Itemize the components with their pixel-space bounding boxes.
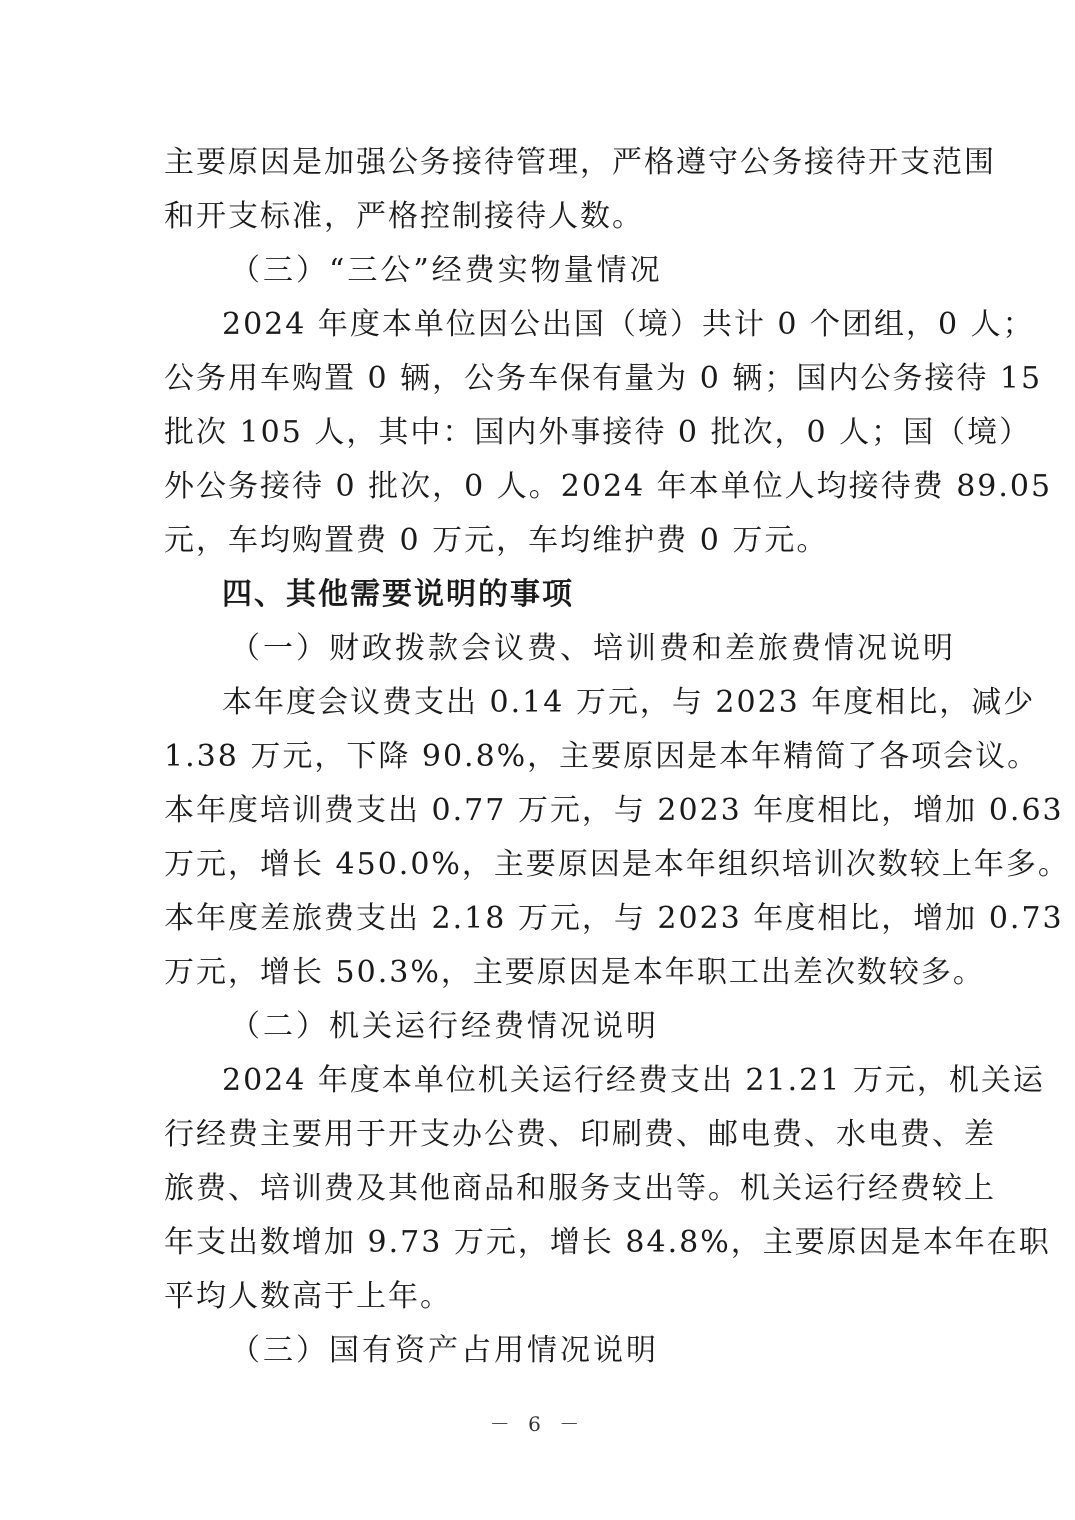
- paragraph-line: 2024 年度本单位机关运行经费支出 21.21 万元，机关运: [222, 1063, 1045, 1098]
- subsection-heading: （三）国有资产占用情况说明: [230, 1333, 659, 1368]
- paragraph-line: 和开支标准，严格控制接待人数。: [164, 199, 644, 234]
- paragraph-line: 本年度培训费支出 0.77 万元，与 2023 年度相比，增加 0.63: [164, 793, 1064, 828]
- subsection-heading: （三）“三公”经费实物量情况: [230, 253, 663, 288]
- section-heading: 四、其他需要说明的事项: [222, 577, 574, 612]
- paragraph-line: 本年度会议费支出 0.14 万元，与 2023 年度相比，减少: [222, 685, 1036, 720]
- paragraph-line: 主要原因是加强公务接待管理，严格遵守公务接待开支范围: [164, 145, 996, 180]
- subsection-heading: （一）财政拨款会议费、培训费和差旅费情况说明: [230, 631, 956, 666]
- paragraph-line: 2024 年度本单位因公出国（境）共计 0 个团组，0 人；: [222, 307, 1035, 342]
- page-number: － 6 －: [489, 1412, 586, 1436]
- paragraph-line: 本年度差旅费支出 2.18 万元，与 2023 年度相比，增加 0.73: [164, 901, 1064, 936]
- paragraph-line: 批次 105 人，其中：国内外事接待 0 批次，0 人；国（境）: [164, 415, 1032, 450]
- paragraph-line: 公务用车购置 0 辆，公务车保有量为 0 辆；国内公务接待 15: [164, 361, 1043, 396]
- paragraph-line: 行经费主要用于开支办公费、印刷费、邮电费、水电费、差: [164, 1117, 996, 1152]
- paragraph-line: 元，车均购置费 0 万元，车均维护费 0 万元。: [164, 523, 829, 558]
- subsection-heading: （二）机关运行经费情况说明: [230, 1009, 659, 1044]
- paragraph-line: 旅费、培训费及其他商品和服务支出等。机关运行经费较上: [164, 1171, 996, 1206]
- paragraph-line: 平均人数高于上年。: [164, 1279, 452, 1314]
- paragraph-line: 1.38 万元，下降 90.8%，主要原因是本年精简了各项会议。: [164, 739, 1040, 774]
- paragraph-line: 万元，增长 450.0%，主要原因是本年组织培训次数较上年多。: [164, 847, 1070, 882]
- paragraph-line: 万元，增长 50.3%，主要原因是本年职工出差次数较多。: [164, 955, 985, 990]
- paragraph-line: 年支出数增加 9.73 万元，增长 84.8%，主要原因是本年在职: [164, 1225, 1051, 1260]
- paragraph-line: 外公务接待 0 批次，0 人。2024 年本单位人均接待费 89.05: [164, 469, 1053, 504]
